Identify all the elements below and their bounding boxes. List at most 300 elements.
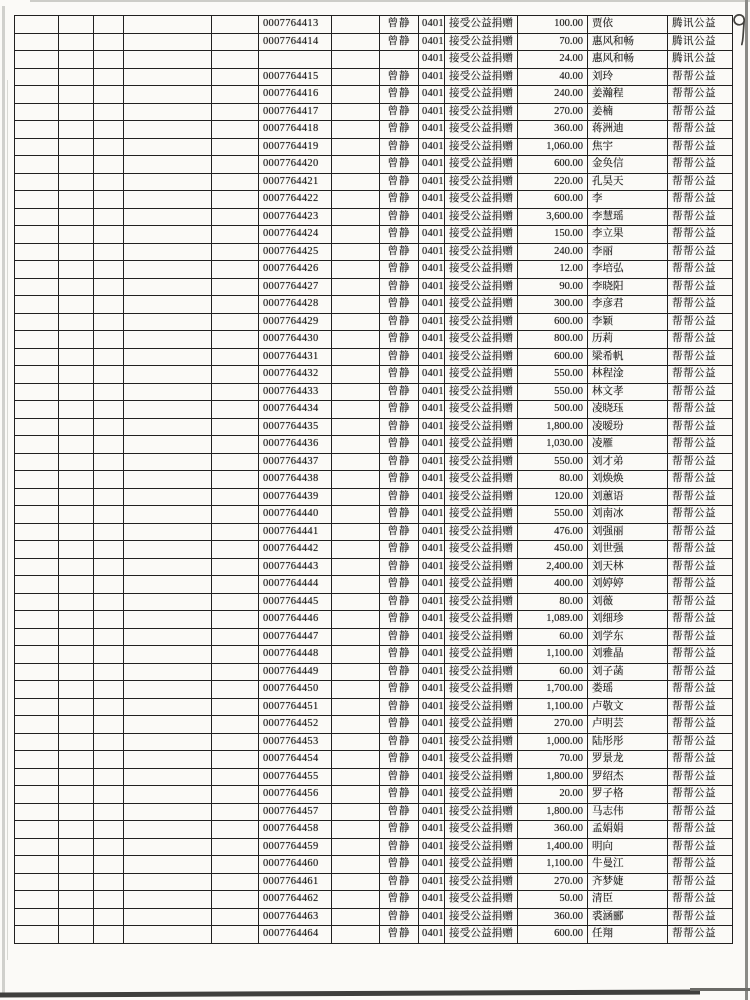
empty-cell-4 — [124, 401, 212, 419]
empty-cell-6 — [332, 751, 380, 769]
empty-cell-4 — [124, 261, 212, 279]
empty-cell-6 — [332, 191, 380, 209]
code-cell: 0401 — [419, 663, 445, 681]
description-cell: 接受公益捐赠 — [445, 86, 518, 104]
amount-cell: 50.00 — [518, 891, 588, 909]
empty-cell-1 — [15, 926, 59, 944]
amount-cell: 400.00 — [518, 576, 588, 594]
donor-name-cell: 娄瑶 — [588, 681, 668, 699]
operator-name-cell: 曾静 — [380, 646, 419, 664]
empty-cell-5 — [212, 208, 259, 226]
empty-cell-6 — [332, 121, 380, 139]
empty-cell-3 — [94, 86, 124, 104]
organization-cell: 帮帮公益 — [668, 436, 733, 454]
amount-cell: 550.00 — [518, 506, 588, 524]
receipt-number-cell: 0007764442 — [259, 541, 332, 559]
code-cell: 0401 — [419, 471, 445, 489]
organization-cell: 帮帮公益 — [668, 803, 733, 821]
amount-cell: 360.00 — [518, 121, 588, 139]
empty-cell-3 — [94, 331, 124, 349]
empty-cell-4 — [124, 296, 212, 314]
donor-name-cell: 任翔 — [588, 926, 668, 944]
description-cell: 接受公益捐赠 — [445, 418, 518, 436]
empty-cell-5 — [212, 51, 259, 69]
empty-cell-5 — [212, 768, 259, 786]
empty-cell-1 — [15, 576, 59, 594]
organization-cell: 帮帮公益 — [668, 558, 733, 576]
code-cell: 0401 — [419, 156, 445, 174]
empty-cell-6 — [332, 856, 380, 874]
amount-cell: 150.00 — [518, 226, 588, 244]
description-cell: 接受公益捐赠 — [445, 278, 518, 296]
description-cell: 接受公益捐赠 — [445, 786, 518, 804]
receipt-number-cell — [259, 51, 332, 69]
empty-cell-5 — [212, 156, 259, 174]
operator-name-cell: 曾静 — [380, 401, 419, 419]
organization-cell: 帮帮公益 — [668, 243, 733, 261]
table-row — [15, 891, 733, 909]
empty-cell-5 — [212, 348, 259, 366]
receipt-number-cell: 0007764435 — [259, 418, 332, 436]
organization-cell: 帮帮公益 — [668, 86, 733, 104]
code-cell: 0401 — [419, 226, 445, 244]
amount-cell: 1,060.00 — [518, 138, 588, 156]
empty-cell-4 — [124, 278, 212, 296]
empty-cell-2 — [59, 121, 94, 139]
table-row — [15, 838, 733, 856]
empty-cell-6 — [332, 768, 380, 786]
receipt-number-cell: 0007764431 — [259, 348, 332, 366]
organization-cell: 帮帮公益 — [668, 768, 733, 786]
organization-cell: 帮帮公益 — [668, 383, 733, 401]
description-cell: 接受公益捐赠 — [445, 33, 518, 51]
empty-cell-4 — [124, 208, 212, 226]
amount-cell: 240.00 — [518, 86, 588, 104]
empty-cell-2 — [59, 68, 94, 86]
receipt-number-cell: 0007764420 — [259, 156, 332, 174]
organization-cell: 帮帮公益 — [668, 173, 733, 191]
description-cell: 接受公益捐赠 — [445, 488, 518, 506]
table-row — [15, 681, 733, 699]
empty-cell-4 — [124, 523, 212, 541]
receipt-number-cell: 0007764458 — [259, 821, 332, 839]
operator-name-cell: 曾静 — [380, 821, 419, 839]
code-cell: 0401 — [419, 523, 445, 541]
empty-cell-1 — [15, 471, 59, 489]
donor-name-cell: 刘雅晶 — [588, 646, 668, 664]
empty-cell-4 — [124, 768, 212, 786]
empty-cell-5 — [212, 506, 259, 524]
empty-cell-4 — [124, 68, 212, 86]
description-cell: 接受公益捐赠 — [445, 243, 518, 261]
operator-name-cell: 曾静 — [380, 506, 419, 524]
empty-cell-3 — [94, 698, 124, 716]
receipt-number-cell: 0007764428 — [259, 296, 332, 314]
donor-name-cell: 罗绍杰 — [588, 768, 668, 786]
donor-name-cell: 凌晓珏 — [588, 401, 668, 419]
empty-cell-6 — [332, 786, 380, 804]
organization-cell: 帮帮公益 — [668, 208, 733, 226]
empty-cell-4 — [124, 908, 212, 926]
organization-cell: 帮帮公益 — [668, 226, 733, 244]
donor-name-cell: 林程淦 — [588, 366, 668, 384]
empty-cell-6 — [332, 523, 380, 541]
operator-name-cell: 曾静 — [380, 576, 419, 594]
donor-name-cell: 清臣 — [588, 891, 668, 909]
empty-cell-2 — [59, 436, 94, 454]
empty-cell-5 — [212, 86, 259, 104]
operator-name-cell: 曾静 — [380, 593, 419, 611]
empty-cell-5 — [212, 593, 259, 611]
code-cell: 0401 — [419, 803, 445, 821]
empty-cell-4 — [124, 453, 212, 471]
empty-cell-6 — [332, 348, 380, 366]
empty-cell-6 — [332, 698, 380, 716]
amount-cell: 2,400.00 — [518, 558, 588, 576]
operator-name-cell: 曾静 — [380, 261, 419, 279]
amount-cell: 1,000.00 — [518, 733, 588, 751]
table-row — [15, 856, 733, 874]
organization-cell: 帮帮公益 — [668, 646, 733, 664]
table-row — [15, 471, 733, 489]
operator-name-cell: 曾静 — [380, 156, 419, 174]
empty-cell-1 — [15, 191, 59, 209]
description-cell: 接受公益捐赠 — [445, 401, 518, 419]
code-cell: 0401 — [419, 576, 445, 594]
table-row — [15, 593, 733, 611]
empty-cell-3 — [94, 296, 124, 314]
description-cell: 接受公益捐赠 — [445, 51, 518, 69]
empty-cell-2 — [59, 698, 94, 716]
code-cell: 0401 — [419, 313, 445, 331]
empty-cell-5 — [212, 611, 259, 629]
empty-cell-2 — [59, 191, 94, 209]
empty-cell-1 — [15, 663, 59, 681]
description-cell: 接受公益捐赠 — [445, 768, 518, 786]
empty-cell-6 — [332, 873, 380, 891]
empty-cell-4 — [124, 191, 212, 209]
empty-cell-1 — [15, 751, 59, 769]
empty-cell-5 — [212, 366, 259, 384]
empty-cell-5 — [212, 401, 259, 419]
empty-cell-5 — [212, 243, 259, 261]
description-cell: 接受公益捐赠 — [445, 838, 518, 856]
receipt-number-cell: 0007764422 — [259, 191, 332, 209]
code-cell: 0401 — [419, 751, 445, 769]
empty-cell-6 — [332, 296, 380, 314]
amount-cell: 40.00 — [518, 68, 588, 86]
code-cell: 0401 — [419, 138, 445, 156]
table-row — [15, 576, 733, 594]
empty-cell-2 — [59, 681, 94, 699]
organization-cell: 帮帮公益 — [668, 103, 733, 121]
code-cell: 0401 — [419, 558, 445, 576]
donor-name-cell: 刘才弟 — [588, 453, 668, 471]
amount-cell: 80.00 — [518, 593, 588, 611]
code-cell: 0401 — [419, 401, 445, 419]
empty-cell-3 — [94, 488, 124, 506]
receipt-number-cell: 0007764416 — [259, 86, 332, 104]
scan-edge-bottom-right — [690, 988, 750, 991]
empty-cell-1 — [15, 716, 59, 734]
empty-cell-2 — [59, 313, 94, 331]
donor-name-cell: 林文孝 — [588, 383, 668, 401]
description-cell: 接受公益捐赠 — [445, 471, 518, 489]
donor-name-cell: 惠风和畅 — [588, 51, 668, 69]
empty-cell-6 — [332, 628, 380, 646]
description-cell: 接受公益捐赠 — [445, 681, 518, 699]
empty-cell-5 — [212, 16, 259, 34]
empty-cell-6 — [332, 891, 380, 909]
empty-cell-1 — [15, 51, 59, 69]
description-cell: 接受公益捐赠 — [445, 821, 518, 839]
empty-cell-2 — [59, 453, 94, 471]
table-row — [15, 138, 733, 156]
empty-cell-4 — [124, 243, 212, 261]
empty-cell-6 — [332, 313, 380, 331]
empty-cell-2 — [59, 331, 94, 349]
empty-cell-1 — [15, 226, 59, 244]
empty-cell-5 — [212, 803, 259, 821]
amount-cell: 1,700.00 — [518, 681, 588, 699]
empty-cell-6 — [332, 156, 380, 174]
empty-cell-4 — [124, 663, 212, 681]
amount-cell: 600.00 — [518, 313, 588, 331]
empty-cell-1 — [15, 453, 59, 471]
empty-cell-3 — [94, 16, 124, 34]
code-cell: 0401 — [419, 873, 445, 891]
empty-cell-5 — [212, 541, 259, 559]
organization-cell: 帮帮公益 — [668, 576, 733, 594]
empty-cell-6 — [332, 401, 380, 419]
operator-name-cell: 曾静 — [380, 908, 419, 926]
empty-cell-1 — [15, 16, 59, 34]
empty-cell-3 — [94, 68, 124, 86]
empty-cell-1 — [15, 856, 59, 874]
receipt-number-cell: 0007764414 — [259, 33, 332, 51]
empty-cell-2 — [59, 51, 94, 69]
empty-cell-3 — [94, 751, 124, 769]
amount-cell: 70.00 — [518, 751, 588, 769]
donor-name-cell: 李彦君 — [588, 296, 668, 314]
donor-name-cell: 梁希帆 — [588, 348, 668, 366]
receipt-number-cell: 0007764464 — [259, 926, 332, 944]
empty-cell-4 — [124, 926, 212, 944]
empty-cell-1 — [15, 383, 59, 401]
organization-cell: 帮帮公益 — [668, 471, 733, 489]
empty-cell-6 — [332, 681, 380, 699]
description-cell: 接受公益捐赠 — [445, 436, 518, 454]
table-row — [15, 401, 733, 419]
empty-cell-1 — [15, 208, 59, 226]
empty-cell-5 — [212, 873, 259, 891]
code-cell: 0401 — [419, 16, 445, 34]
code-cell: 0401 — [419, 331, 445, 349]
donor-name-cell: 卢明芸 — [588, 716, 668, 734]
empty-cell-6 — [332, 68, 380, 86]
empty-cell-3 — [94, 401, 124, 419]
empty-cell-6 — [332, 16, 380, 34]
receipt-number-cell: 0007764455 — [259, 768, 332, 786]
code-cell: 0401 — [419, 121, 445, 139]
empty-cell-3 — [94, 471, 124, 489]
organization-cell: 帮帮公益 — [668, 506, 733, 524]
empty-cell-5 — [212, 856, 259, 874]
empty-cell-4 — [124, 541, 212, 559]
description-cell: 接受公益捐赠 — [445, 523, 518, 541]
table-row — [15, 786, 733, 804]
operator-name-cell: 曾静 — [380, 383, 419, 401]
empty-cell-1 — [15, 173, 59, 191]
empty-cell-3 — [94, 383, 124, 401]
code-cell: 0401 — [419, 418, 445, 436]
empty-cell-5 — [212, 716, 259, 734]
empty-cell-4 — [124, 366, 212, 384]
table-row — [15, 751, 733, 769]
code-cell: 0401 — [419, 261, 445, 279]
description-cell: 接受公益捐赠 — [445, 558, 518, 576]
operator-name-cell: 曾静 — [380, 68, 419, 86]
organization-cell: 帮帮公益 — [668, 733, 733, 751]
table-row — [15, 716, 733, 734]
operator-name-cell: 曾静 — [380, 786, 419, 804]
empty-cell-2 — [59, 558, 94, 576]
organization-cell: 帮帮公益 — [668, 908, 733, 926]
empty-cell-2 — [59, 366, 94, 384]
code-cell: 0401 — [419, 628, 445, 646]
amount-cell: 476.00 — [518, 523, 588, 541]
code-cell: 0401 — [419, 611, 445, 629]
description-cell: 接受公益捐赠 — [445, 891, 518, 909]
amount-cell: 600.00 — [518, 156, 588, 174]
empty-cell-5 — [212, 576, 259, 594]
amount-cell: 1,100.00 — [518, 646, 588, 664]
table-row — [15, 768, 733, 786]
operator-name-cell — [380, 51, 419, 69]
empty-cell-6 — [332, 418, 380, 436]
receipt-number-cell: 0007764424 — [259, 226, 332, 244]
empty-cell-3 — [94, 243, 124, 261]
empty-cell-3 — [94, 558, 124, 576]
empty-cell-1 — [15, 628, 59, 646]
amount-cell: 70.00 — [518, 33, 588, 51]
empty-cell-2 — [59, 103, 94, 121]
description-cell: 接受公益捐赠 — [445, 296, 518, 314]
amount-cell: 1,800.00 — [518, 803, 588, 821]
operator-name-cell: 曾静 — [380, 296, 419, 314]
receipt-number-cell: 0007764461 — [259, 873, 332, 891]
operator-name-cell: 曾静 — [380, 628, 419, 646]
empty-cell-4 — [124, 226, 212, 244]
amount-cell: 20.00 — [518, 786, 588, 804]
empty-cell-5 — [212, 891, 259, 909]
empty-cell-5 — [212, 68, 259, 86]
donor-name-cell: 李立果 — [588, 226, 668, 244]
empty-cell-2 — [59, 646, 94, 664]
empty-cell-1 — [15, 558, 59, 576]
empty-cell-1 — [15, 803, 59, 821]
receipt-number-cell: 0007764427 — [259, 278, 332, 296]
receipt-number-cell: 0007764413 — [259, 16, 332, 34]
empty-cell-5 — [212, 261, 259, 279]
empty-cell-5 — [212, 663, 259, 681]
empty-cell-1 — [15, 768, 59, 786]
empty-cell-2 — [59, 593, 94, 611]
table-row — [15, 418, 733, 436]
empty-cell-5 — [212, 926, 259, 944]
donor-name-cell: 刘蕙语 — [588, 488, 668, 506]
empty-cell-4 — [124, 821, 212, 839]
empty-cell-3 — [94, 208, 124, 226]
organization-cell: 帮帮公益 — [668, 838, 733, 856]
table-row — [15, 121, 733, 139]
scan-edge-left-inner — [7, 80, 8, 960]
empty-cell-6 — [332, 208, 380, 226]
empty-cell-5 — [212, 681, 259, 699]
empty-cell-6 — [332, 261, 380, 279]
empty-cell-5 — [212, 331, 259, 349]
empty-cell-1 — [15, 681, 59, 699]
empty-cell-4 — [124, 51, 212, 69]
receipt-number-cell: 0007764432 — [259, 366, 332, 384]
amount-cell: 500.00 — [518, 401, 588, 419]
table-row — [15, 103, 733, 121]
empty-cell-4 — [124, 436, 212, 454]
operator-name-cell: 曾静 — [380, 121, 419, 139]
donor-name-cell: 焦宇 — [588, 138, 668, 156]
empty-cell-5 — [212, 558, 259, 576]
amount-cell: 270.00 — [518, 873, 588, 891]
donor-name-cell: 罗子格 — [588, 786, 668, 804]
organization-cell: 帮帮公益 — [668, 261, 733, 279]
amount-cell: 300.00 — [518, 296, 588, 314]
empty-cell-5 — [212, 523, 259, 541]
table-row — [15, 611, 733, 629]
empty-cell-1 — [15, 243, 59, 261]
empty-cell-3 — [94, 593, 124, 611]
code-cell: 0401 — [419, 838, 445, 856]
receipt-number-cell: 0007764439 — [259, 488, 332, 506]
empty-cell-4 — [124, 681, 212, 699]
table-row — [15, 208, 733, 226]
organization-cell: 帮帮公益 — [668, 891, 733, 909]
description-cell: 接受公益捐赠 — [445, 366, 518, 384]
empty-cell-3 — [94, 278, 124, 296]
organization-cell: 帮帮公益 — [668, 278, 733, 296]
empty-cell-6 — [332, 733, 380, 751]
amount-cell: 360.00 — [518, 821, 588, 839]
organization-cell: 帮帮公益 — [668, 716, 733, 734]
description-cell: 接受公益捐赠 — [445, 576, 518, 594]
organization-cell: 帮帮公益 — [668, 628, 733, 646]
code-cell: 0401 — [419, 436, 445, 454]
receipt-number-cell: 0007764454 — [259, 751, 332, 769]
receipt-number-cell: 0007764436 — [259, 436, 332, 454]
empty-cell-4 — [124, 313, 212, 331]
description-cell: 接受公益捐赠 — [445, 383, 518, 401]
code-cell: 0401 — [419, 593, 445, 611]
empty-cell-4 — [124, 418, 212, 436]
donor-name-cell: 刘薇 — [588, 593, 668, 611]
receipt-number-cell: 0007764450 — [259, 681, 332, 699]
operator-name-cell: 曾静 — [380, 208, 419, 226]
donor-name-cell: 马志伟 — [588, 803, 668, 821]
empty-cell-3 — [94, 418, 124, 436]
empty-cell-5 — [212, 418, 259, 436]
empty-cell-3 — [94, 611, 124, 629]
empty-cell-2 — [59, 16, 94, 34]
description-cell: 接受公益捐赠 — [445, 926, 518, 944]
